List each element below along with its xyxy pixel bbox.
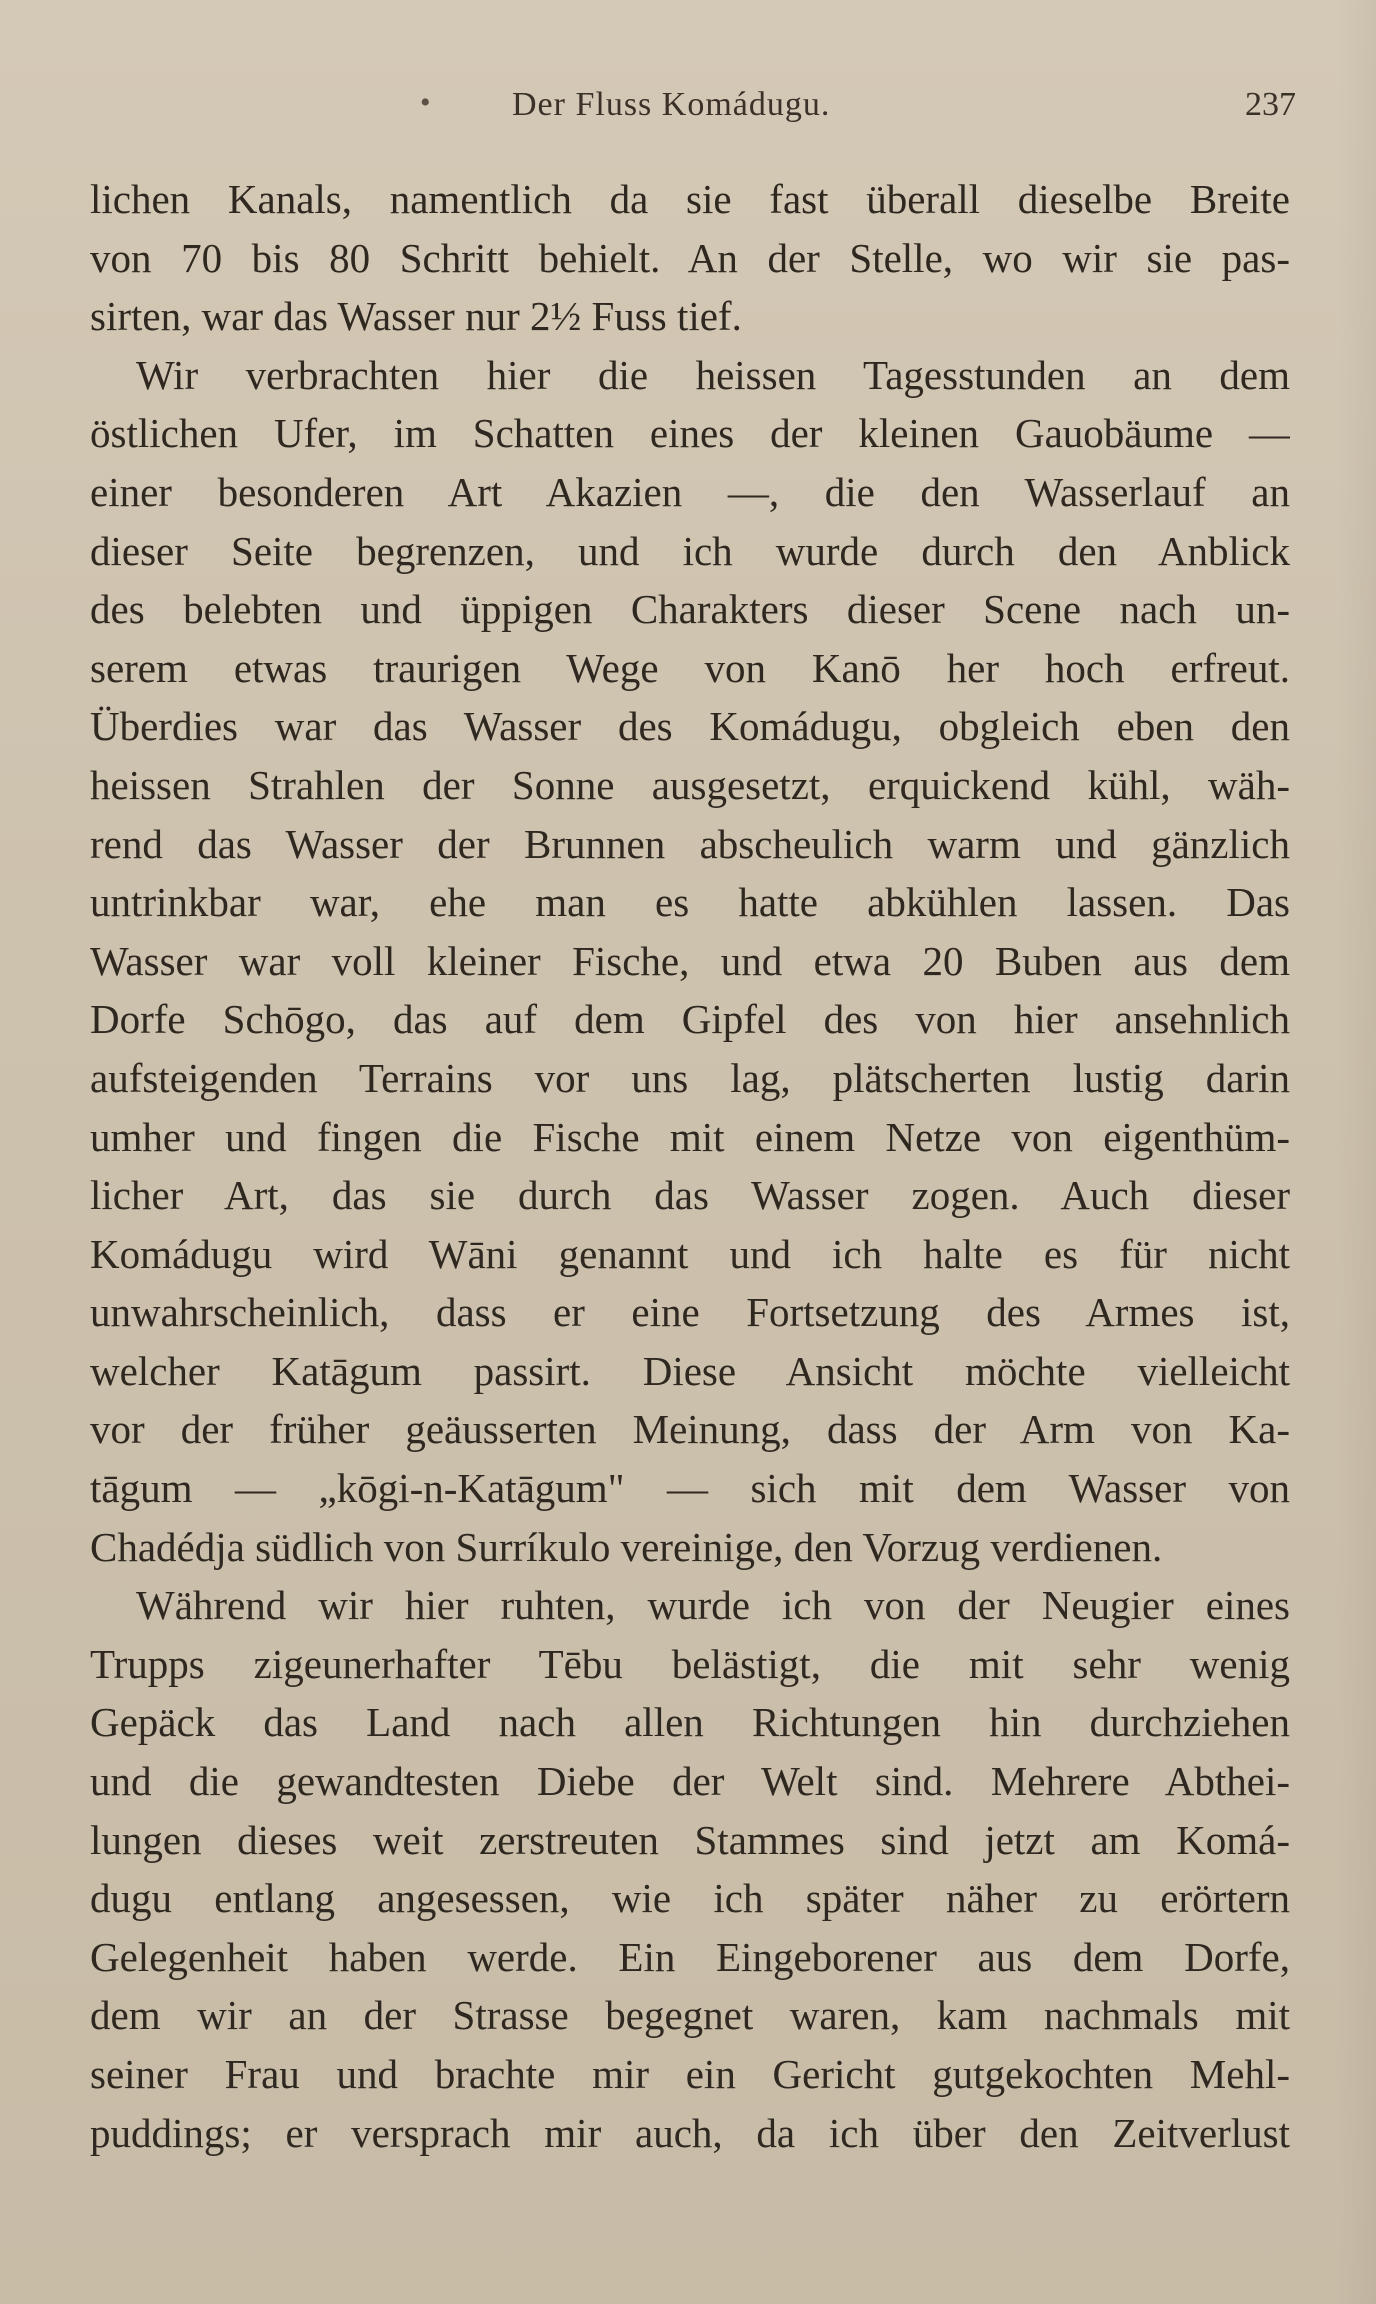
text-line: lichen Kanals, namentlich da sie fast überall dieselbe Breite [90, 176, 1290, 222]
text-line: Komádugu wird Wāni genannt und ich halte es für nicht [90, 1230, 1290, 1277]
text-line: dugu entlang angesessen, wie ich später näher zu erörtern [90, 1875, 1290, 1922]
text-line: Gepäck das Land nach allen Richtungen hin durchziehen [90, 1699, 1290, 1746]
text-line: tāgum — „kōgi-n-Katāgum" — sich mit dem Wasser von [90, 1465, 1290, 1512]
text-line: von 70 bis 80 Schritt behielt. An der Stelle, wo wir sie pas- [90, 234, 1290, 281]
text-line: licher Art, das sie durch das Wasser zogen. Auch dieser [90, 1172, 1290, 1219]
text-line: Wir verbrachten hier die heissen Tagesstunden an dem [136, 351, 1290, 398]
text-line: des belebten und üppigen Charakters dieser Scene nach un- [90, 586, 1290, 633]
text-line: Überdies war das Wasser des Komádugu, obgleich eben den [90, 703, 1290, 750]
text-line: untrinkbar war, ehe man es hatte abkühlen lassen. Das [90, 879, 1290, 926]
text-line: puddings; er versprach mir auch, da ich über den Zeitverlust [90, 2109, 1290, 2156]
text-line: einer besonderen Art Akazien —, die den Wasserlauf an [90, 468, 1290, 515]
text-line: heissen Strahlen der Sonne ausgesetzt, erquickend kühl, wäh- [90, 761, 1290, 808]
text-line: vor der früher geäusserten Meinung, dass der Arm von Ka- [90, 1406, 1290, 1453]
text-line: lungen dieses weit zerstreuten Stammes sind jetzt am Komá- [90, 1816, 1290, 1863]
text-line: Wasser war voll kleiner Fische, und etwa 20 Buben aus dem [90, 937, 1290, 984]
text-line: und die gewandtesten Diebe der Welt sind. Mehrere Abthei- [90, 1758, 1290, 1805]
text-line: Chadédja südlich von Surríkulo vereinige, den Vorzug verdienen. [90, 1523, 1163, 1570]
page-edge-shadow [1336, 0, 1376, 2304]
text-line: Dorfe Schōgo, das auf dem Gipfel des von hier ansehnlich [90, 996, 1290, 1043]
text-line: dieser Seite begrenzen, und ich wurde durch den Anblick [90, 527, 1290, 574]
text-line: unwahrscheinlich, dass er eine Fortsetzung des Armes ist, [90, 1289, 1290, 1336]
text-line: Trupps zigeunerhafter Tēbu belästigt, die mit sehr wenig [90, 1640, 1290, 1687]
text-line: welcher Katāgum passirt. Diese Ansicht möchte vielleicht [90, 1347, 1290, 1394]
text-line: Gelegenheit haben werde. Ein Eingeborener aus dem Dorfe, [90, 1933, 1290, 1980]
running-header [92, 86, 1296, 142]
text-line: Während wir hier ruhten, wurde ich von der Neugier eines [136, 1582, 1290, 1629]
text-line: dem wir an der Strasse begegnet waren, kam nachmals mit [90, 1992, 1290, 2039]
text-line: seiner Frau und brachte mir ein Gericht gutgekochten Mehl- [90, 2051, 1290, 2097]
text-line: aufsteigenden Terrains vor uns lag, plätscherten lustig darin [90, 1054, 1290, 1101]
running-title: Der Fluss Komádugu. [512, 86, 831, 123]
text-line: östlichen Ufer, im Schatten eines der kleinen Gauobäume — [90, 410, 1290, 457]
page-number: 237 [1245, 86, 1296, 123]
header-mark: • [420, 86, 431, 119]
body-text [90, 170, 1290, 2162]
text-line: serem etwas traurigen Wege von Kanō her hoch erfreut. [90, 644, 1290, 691]
text-line: umher und fingen die Fische mit einem Netze von eigenthüm- [90, 1113, 1290, 1160]
text-line: rend das Wasser der Brunnen abscheulich warm und gänzlich [90, 820, 1290, 867]
text-line: sirten, war das Wasser nur 2½ Fuss tief. [90, 293, 742, 340]
